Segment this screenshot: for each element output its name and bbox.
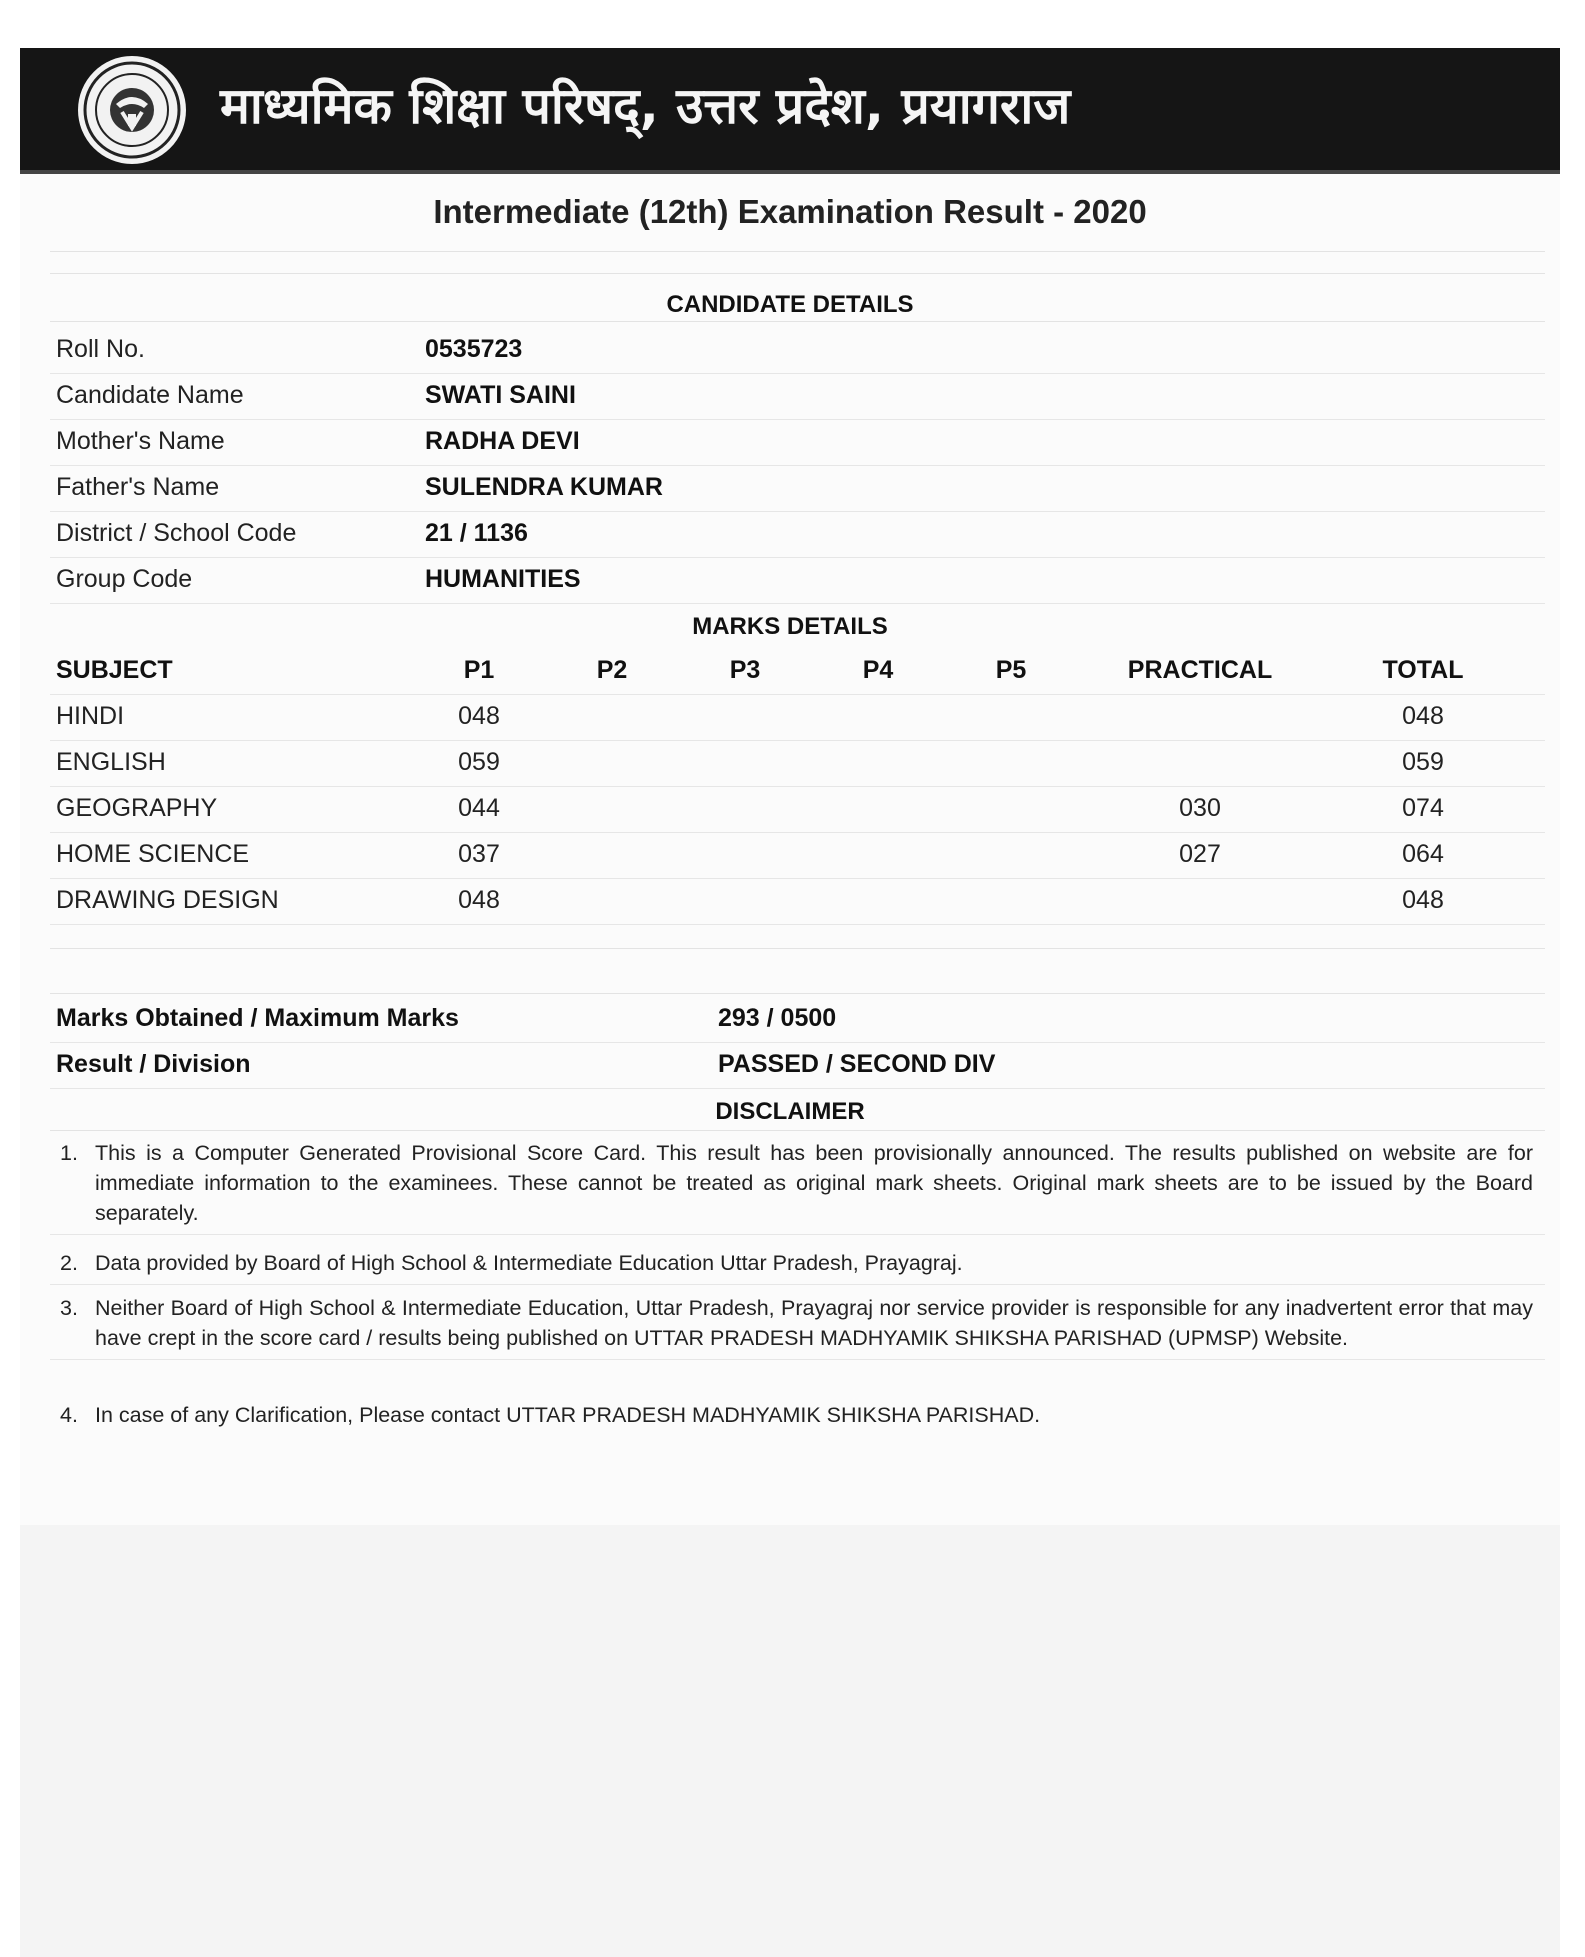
disclaimer-heading: DISCLAIMER xyxy=(715,1098,865,1125)
column-header-p4: P4 xyxy=(862,656,894,684)
table-row xyxy=(50,786,1545,833)
blank-lower-panel xyxy=(20,1525,1560,1957)
disclaimer-number: 2. xyxy=(60,1251,78,1275)
column-header-p5: P5 xyxy=(995,656,1027,684)
detail-row-school-code xyxy=(50,511,1545,558)
result-division-value: PASSED / SECOND DIV xyxy=(718,1050,996,1078)
disclaimer-text: This is a Computer Generated Provisional Score Card. This result has been provisionally announced. The results published on website are for immediate information to the examinees. These cannot be treated as original mark sheets. Original mark sheets are to be issued by the Board separately. xyxy=(95,1141,1533,1225)
total-cell: 059 xyxy=(1402,748,1444,776)
divider xyxy=(50,948,1545,949)
total-cell: 064 xyxy=(1402,840,1444,868)
column-header-practical: PRACTICAL xyxy=(1127,656,1273,684)
disclaimer-text: Data provided by Board of High School & Intermediate Education Uttar Pradesh, Prayagraj. xyxy=(95,1251,963,1275)
detail-label: Roll No. xyxy=(56,335,145,363)
disclaimer-text: In case of any Clarification, Please contact UTTAR PRADESH MADHYAMIK SHIKSHA PARISHAD. xyxy=(95,1403,1041,1427)
board-title: माध्यमिक शिक्षा परिषद्, उत्तर प्रदेश, प्रयागराज xyxy=(220,77,1071,135)
divider xyxy=(50,251,1545,252)
board-seal-logo xyxy=(78,56,186,164)
subject-cell: HOME SCIENCE xyxy=(56,840,250,868)
column-header-p2: P2 xyxy=(596,656,628,684)
practical-cell: 027 xyxy=(1179,840,1221,868)
detail-row-mother-name xyxy=(50,419,1545,466)
detail-row-father-name xyxy=(50,465,1545,512)
marks-obtained-value: 293 / 0500 xyxy=(718,1004,837,1032)
disclaimer-item xyxy=(50,1248,1545,1285)
divider xyxy=(50,273,1545,274)
p1-cell: 048 xyxy=(458,702,500,730)
detail-row-candidate-name xyxy=(50,373,1545,420)
marks-header-row xyxy=(50,648,1545,695)
subject-cell: DRAWING DESIGN xyxy=(56,886,279,914)
detail-value: SWATI SAINI xyxy=(425,381,576,409)
detail-value: 21 / 1136 xyxy=(425,519,528,547)
header-banner xyxy=(20,48,1560,174)
disclaimer-text: Neither Board of High School & Intermediate Education, Uttar Pradesh, Prayagraj nor service provider is responsible for any inadvertent error that may have crept in the score card / results being published on UTTAR PRADESH MADHYAMIK SHIKSHA PARISHAD (UPMSP) Website. xyxy=(95,1296,1533,1350)
detail-value: 0535723 xyxy=(425,335,523,363)
p1-cell: 037 xyxy=(458,840,500,868)
detail-row-roll-no xyxy=(50,327,1545,374)
disclaimer-item xyxy=(50,1138,1545,1235)
column-header-total: TOTAL xyxy=(1382,656,1464,684)
p1-cell: 048 xyxy=(458,886,500,914)
disclaimer-item xyxy=(50,1293,1545,1360)
detail-label: Candidate Name xyxy=(56,381,244,409)
disclaimer-number: 1. xyxy=(60,1141,78,1165)
subject-cell: GEOGRAPHY xyxy=(56,794,218,822)
divider xyxy=(50,1130,1545,1131)
detail-value: HUMANITIES xyxy=(425,565,581,593)
candidate-details-heading: CANDIDATE DETAILS xyxy=(666,291,914,318)
p1-cell: 059 xyxy=(458,748,500,776)
detail-value: SULENDRA KUMAR xyxy=(425,473,663,501)
subject-cell: ENGLISH xyxy=(56,748,166,776)
disclaimer-number: 4. xyxy=(60,1403,78,1427)
exam-title: Intermediate (12th) Examination Result - 2020 xyxy=(433,193,1147,230)
detail-label: Father's Name xyxy=(56,473,220,501)
total-cell: 048 xyxy=(1402,702,1444,730)
table-row xyxy=(50,832,1545,879)
divider xyxy=(50,993,1545,994)
marks-details-heading: MARKS DETAILS xyxy=(692,613,888,640)
detail-label: Mother's Name xyxy=(56,427,225,455)
practical-cell: 030 xyxy=(1179,794,1221,822)
detail-row-group-code xyxy=(50,557,1545,604)
detail-label: District / School Code xyxy=(56,519,297,547)
subject-cell: HINDI xyxy=(56,702,125,730)
marks-obtained-row xyxy=(50,996,1545,1043)
result-division-label: Result / Division xyxy=(56,1050,251,1078)
disclaimer-number: 3. xyxy=(60,1296,78,1320)
total-cell: 074 xyxy=(1402,794,1444,822)
disclaimer-item xyxy=(50,1400,1545,1436)
table-row xyxy=(50,878,1545,925)
table-row xyxy=(50,694,1545,741)
divider xyxy=(50,321,1545,322)
detail-label: Group Code xyxy=(56,565,193,593)
column-header-subject: SUBJECT xyxy=(56,656,173,684)
column-header-p3: P3 xyxy=(729,656,761,684)
marks-obtained-label: Marks Obtained / Maximum Marks xyxy=(56,1004,459,1032)
table-row xyxy=(50,740,1545,787)
column-header-p1: P1 xyxy=(463,656,495,684)
detail-value: RADHA DEVI xyxy=(425,427,580,455)
total-cell: 048 xyxy=(1402,886,1444,914)
p1-cell: 044 xyxy=(458,794,500,822)
result-division-row xyxy=(50,1042,1545,1089)
